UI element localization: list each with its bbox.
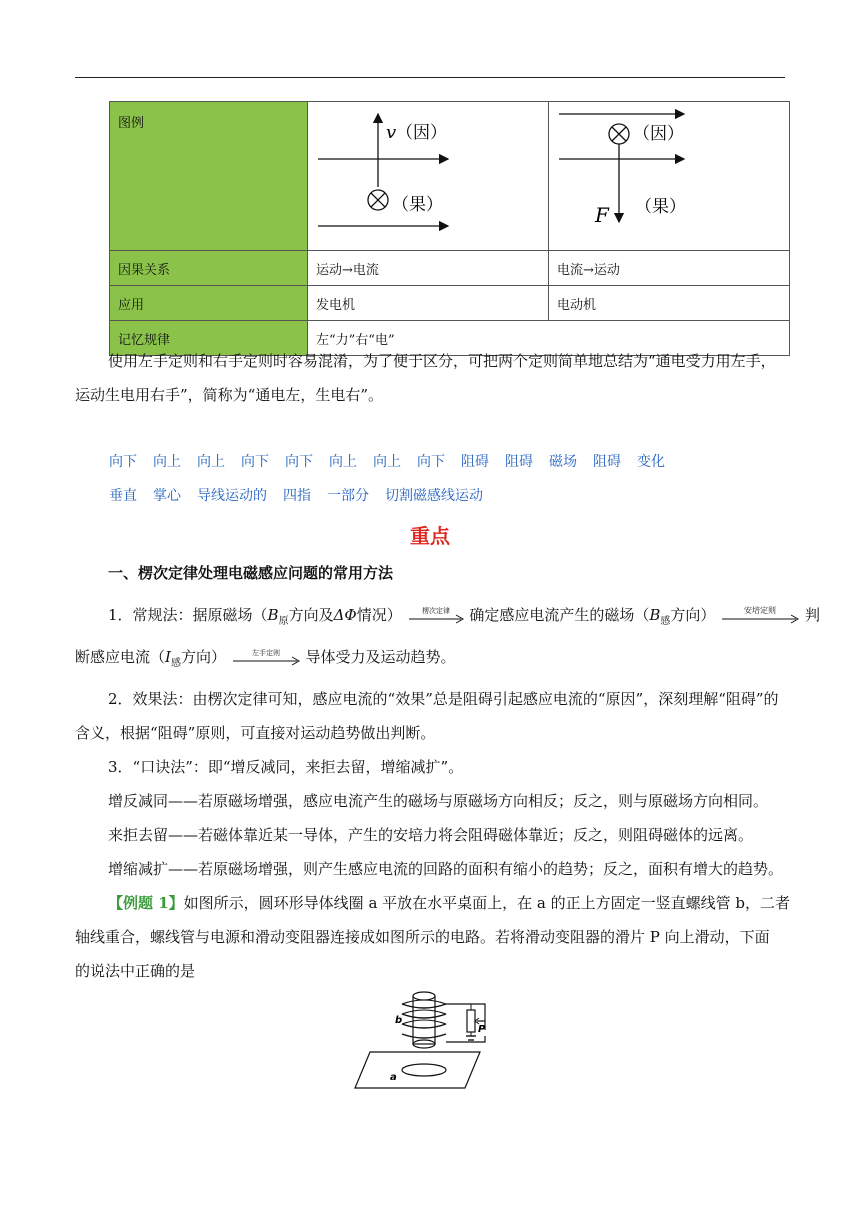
answer-item: 四指 bbox=[283, 488, 311, 504]
text-run: 导体受力及运动趋势。 bbox=[305, 648, 456, 666]
solenoid-circuit-figure bbox=[340, 988, 500, 1092]
paragraph-line bbox=[75, 886, 791, 920]
answer-item: 阻碍 bbox=[461, 454, 489, 470]
coil-label: a bbox=[390, 1072, 397, 1083]
answer-row-2 bbox=[109, 481, 809, 511]
table-cell: 左“力”右“电” bbox=[308, 321, 790, 356]
answer-item: 切割磁感线运动 bbox=[385, 488, 483, 504]
paragraph-line: 增缩减扩——若原磁场增强，则产生感应电流的回路的面积有缩小的趋势；反之，面积有增大的趋势。 bbox=[108, 860, 784, 878]
text-run: 如图所示，圆环形导体线圈 a 平放在水平桌面上，在 a 的正上方固定一竖直螺线管 b，二者 bbox=[183, 894, 791, 912]
subsection-title: 一、楞次定律处理电磁感应问题的常用方法 bbox=[108, 564, 394, 582]
ampere-rule-arrow bbox=[720, 598, 800, 632]
method-3 bbox=[108, 750, 788, 886]
text-run: 方向） bbox=[180, 648, 226, 666]
answer-item: 向上 bbox=[197, 454, 225, 470]
paragraph-line: 使用左手定则和右手定则时容易混淆，为了便于区分，可把两个定则简单地总结为“通电受力用左手， bbox=[108, 352, 776, 370]
answer-item: 向下 bbox=[285, 454, 313, 470]
right-hand-rule-diagram bbox=[308, 102, 548, 240]
table-cell: 电动机 bbox=[549, 286, 790, 321]
rule-comparison-table bbox=[109, 101, 790, 356]
method-1 bbox=[108, 598, 820, 632]
answer-item: 向下 bbox=[109, 454, 137, 470]
text-run: 确定感应电流产生的磁场（ bbox=[469, 606, 650, 624]
row-label: 应用 bbox=[110, 286, 308, 321]
answer-item: 一部分 bbox=[327, 488, 369, 504]
table-row bbox=[110, 102, 790, 251]
method-2 bbox=[75, 682, 787, 750]
answer-item: 向上 bbox=[373, 454, 401, 470]
left-hand-rule-arrow bbox=[231, 640, 301, 674]
symbol: ΔΦ bbox=[333, 606, 357, 624]
cause-label: （因） bbox=[396, 123, 447, 143]
answer-item: 掌心 bbox=[153, 488, 181, 504]
answer-item: 向上 bbox=[329, 454, 357, 470]
header-rule bbox=[75, 77, 785, 78]
table-row bbox=[110, 251, 790, 286]
answer-item: 磁场 bbox=[549, 454, 577, 470]
rule-paragraph bbox=[75, 344, 787, 412]
force-label: F bbox=[595, 203, 609, 227]
method-line bbox=[108, 598, 820, 632]
section-heading: 重点 bbox=[410, 524, 450, 548]
answer-item: 垂直 bbox=[109, 488, 137, 504]
answer-row-1 bbox=[109, 447, 809, 477]
text-run: 方向） bbox=[670, 606, 716, 624]
row-label: 记忆规律 bbox=[110, 321, 308, 356]
table-cell: 电流→运动 bbox=[549, 251, 790, 286]
table-row bbox=[110, 286, 790, 321]
paragraph-line: 的说法中正确的是 bbox=[75, 962, 196, 980]
answer-item: 向下 bbox=[417, 454, 445, 470]
subscript: 感 bbox=[170, 658, 181, 669]
subscript: 感 bbox=[660, 616, 671, 627]
paragraph-line: 运动生电用右手”，简称为“通电左，生电右”。 bbox=[75, 386, 384, 404]
answer-item: 变化 bbox=[637, 454, 665, 470]
left-hand-diagram-cell bbox=[549, 102, 790, 251]
paragraph-line: 含义，根据“阻碍”原则，可直接对运动趋势做出判断。 bbox=[75, 724, 436, 742]
example-tag: 【例题 1】 bbox=[108, 894, 184, 912]
cause-label: （因） bbox=[633, 124, 684, 144]
answer-item: 向上 bbox=[153, 454, 181, 470]
left-hand-rule-diagram bbox=[549, 102, 789, 240]
answer-item: 阻碍 bbox=[505, 454, 533, 470]
paragraph-line: 2．效果法：由楞次定律可知，感应电流的“效果”总是阻碍引起感应电流的“原因”，深刻理解“阻碍”的 bbox=[108, 690, 779, 708]
answer-item: 阻碍 bbox=[593, 454, 621, 470]
paragraph-line: 轴线重合，螺线管与电源和滑动变阻器连接成如图所示的电路。若将滑动变阻器的滑片 P 向上滑动，下面 bbox=[75, 928, 770, 946]
solenoid-label: b bbox=[395, 1015, 403, 1026]
example-1 bbox=[75, 886, 791, 988]
arrow-label: 楞次定律 bbox=[421, 607, 450, 615]
text-run: 1．常规法：据原磁场（ bbox=[108, 606, 268, 624]
subscript: 原 bbox=[278, 616, 289, 627]
table-cell: 发电机 bbox=[308, 286, 549, 321]
right-hand-diagram-cell bbox=[308, 102, 549, 251]
text-run: 断感应电流（ bbox=[75, 648, 166, 666]
slider-label: P bbox=[478, 1024, 486, 1035]
paragraph-line: 来拒去留——若磁体靠近某一导体，产生的安培力将会阻碍磁体靠近；反之，则阻碍磁体的远离。 bbox=[108, 826, 754, 844]
symbol: I bbox=[165, 648, 171, 666]
symbol: B bbox=[649, 606, 661, 624]
lenz-law-arrow bbox=[407, 598, 465, 632]
arrow-label: 安培定则 bbox=[744, 606, 777, 615]
method-1-cont bbox=[75, 640, 787, 674]
velocity-label: v bbox=[386, 122, 397, 143]
row-label: 图例 bbox=[110, 102, 308, 251]
symbol: B bbox=[267, 606, 279, 624]
effect-label: （果） bbox=[635, 197, 686, 217]
method-line bbox=[75, 640, 787, 674]
paragraph-line: 增反减同——若原磁场增强，感应电流产生的磁场与原磁场方向相反；反之，则与原磁场方向相同。 bbox=[108, 792, 769, 810]
text-run: 判 bbox=[804, 606, 820, 624]
answer-item: 向下 bbox=[241, 454, 269, 470]
arrow-label: 左手定则 bbox=[251, 649, 280, 657]
text-run: 情况） bbox=[356, 606, 402, 624]
table-cell: 运动→电流 bbox=[308, 251, 549, 286]
text-run: 方向及 bbox=[288, 606, 334, 624]
effect-label: （果） bbox=[392, 195, 443, 215]
paragraph-line: 3．“口诀法”：即“增反减同，来拒去留，增缩减扩”。 bbox=[108, 758, 464, 776]
answer-item: 导线运动的 bbox=[197, 488, 267, 504]
row-label: 因果关系 bbox=[110, 251, 308, 286]
